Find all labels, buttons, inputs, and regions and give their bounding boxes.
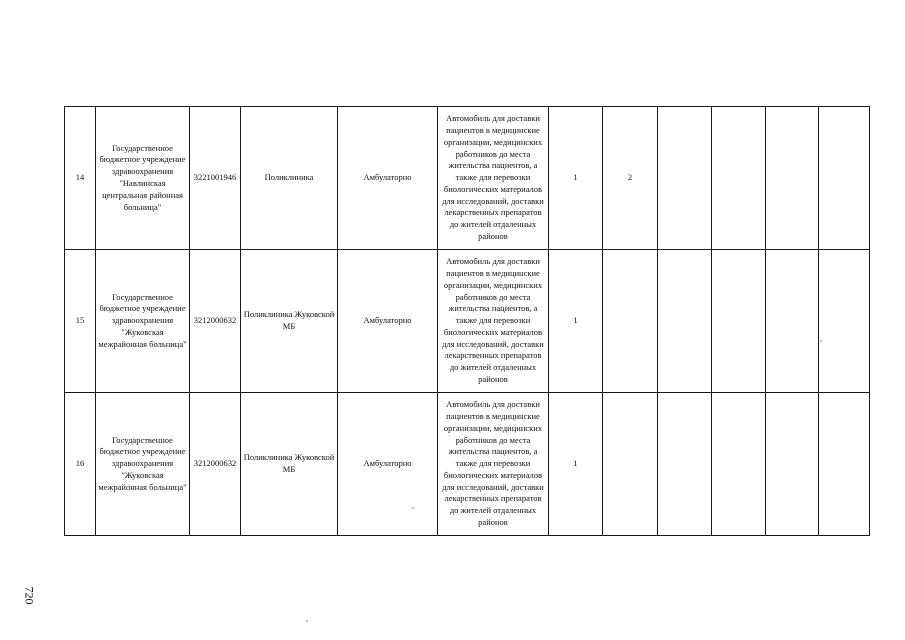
empty-cell: [658, 393, 712, 536]
care-type: Амбулаторно: [338, 250, 438, 393]
vehicle-table: [64, 106, 870, 536]
count-cell: 1: [549, 393, 603, 536]
empty-cell: [766, 107, 819, 250]
subdivision: Поликлиника Жуковской МБ: [241, 250, 338, 393]
empty-cell: [766, 393, 819, 536]
inn-code: 3221001946: [190, 107, 241, 250]
empty-cell: [819, 393, 870, 536]
subdivision: Поликлиника Жуковской МБ: [241, 393, 338, 536]
empty-cell: [766, 250, 819, 393]
subdivision: Поликлиника: [241, 107, 338, 250]
inn-code: 3212000632: [190, 250, 241, 393]
count-cell: 1: [549, 250, 603, 393]
count-cell: [603, 393, 658, 536]
empty-cell: [712, 393, 766, 536]
count-cell: 1: [549, 107, 603, 250]
empty-cell: [658, 107, 712, 250]
scan-speck: [412, 507, 414, 509]
row-number: 16: [65, 393, 96, 536]
scan-speck: [820, 340, 822, 342]
row-number: 14: [65, 107, 96, 250]
inn-code: 3212000632: [190, 393, 241, 536]
table-row: [65, 107, 870, 250]
table-row: [65, 250, 870, 393]
vehicle-purpose: Автомобиль для доставки пациентов в медицинские организации, медицинских работников до места жительства пациентов, а также для перевозки биологических материалов для исследований, доставки лекарственных препаратов до жителей отдаленных районов: [438, 250, 549, 393]
care-type: Амбулаторно: [338, 107, 438, 250]
organization-name: Государственное бюджетное учреждение здравоохранения "Жуковская межрайонная больница": [96, 250, 190, 393]
page-number: 720: [22, 586, 37, 605]
table-row: [65, 393, 870, 536]
empty-cell: [819, 107, 870, 250]
row-number: 15: [65, 250, 96, 393]
organization-name: Государственное бюджетное учреждение здравоохранения "Жуковская межрайонная больница": [96, 393, 190, 536]
scan-speck: [306, 620, 308, 622]
empty-cell: [712, 250, 766, 393]
empty-cell: [819, 250, 870, 393]
vehicle-purpose: Автомобиль для доставки пациентов в медицинские организации, медицинских работников до места жительства пациентов, а также для перевозки биологических материалов для исследований, доставки лекарственных препаратов до жителей отдаленных районов: [438, 393, 549, 536]
count-cell: 2: [603, 107, 658, 250]
vehicle-purpose: Автомобиль для доставки пациентов в медицинские организации, медицинских работников до места жительства пациентов, а также для перевозки биологических материалов для исследований, доставки лекарственных препаратов до жителей отдаленных районов: [438, 107, 549, 250]
organization-name: Государственное бюджетное учреждение здравоохранения "Навлинская центральная районная больница": [96, 107, 190, 250]
empty-cell: [712, 107, 766, 250]
care-type: Амбулаторно: [338, 393, 438, 536]
empty-cell: [658, 250, 712, 393]
count-cell: [603, 250, 658, 393]
